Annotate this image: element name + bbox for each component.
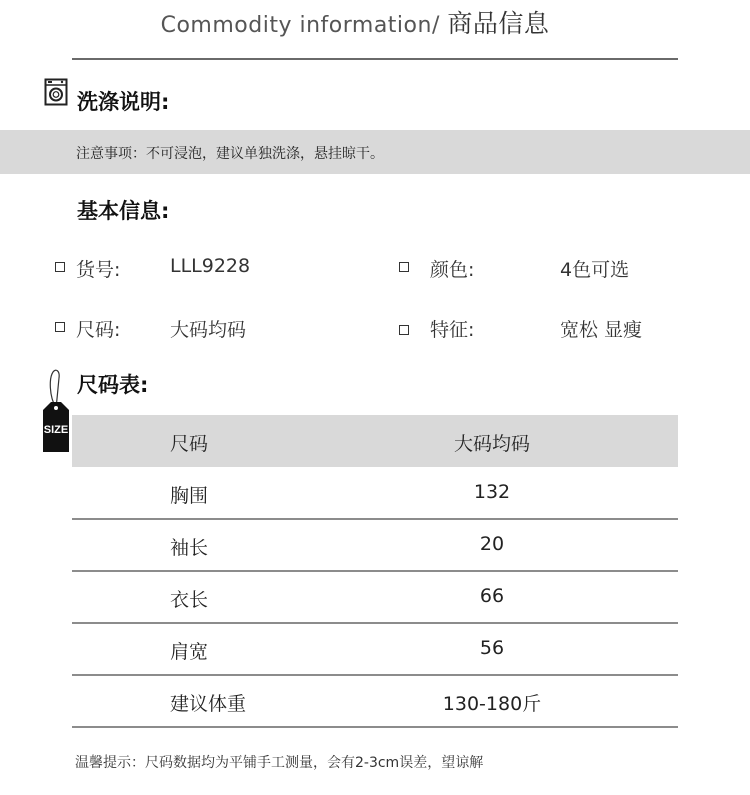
feature-value: 宽松 显瘦 [560, 319, 643, 341]
wash-section-title: 洗涤说明: [77, 90, 170, 114]
table-row-label: 胸围 [170, 485, 209, 507]
size-table-title: 尺码表: [77, 373, 149, 397]
info-bullet-icon [55, 322, 65, 332]
table-row-value: 20 [479, 533, 505, 555]
table-row-value: 132 [473, 481, 511, 503]
info-bullet-icon [55, 262, 65, 272]
table-row-label: 肩宽 [170, 641, 209, 663]
table-row-label: 衣长 [170, 589, 209, 611]
row-divider [72, 726, 678, 728]
table-row-value: 56 [479, 637, 505, 659]
table-row-value: 66 [479, 585, 505, 607]
basic-section-title: 基本信息: [77, 199, 170, 223]
size-label: 尺码: [76, 319, 121, 341]
size-tag-text: SIZE [43, 424, 69, 436]
washing-machine-icon [44, 78, 68, 106]
color-label: 颜色: [430, 259, 475, 281]
care-note: 注意事项：不可浸泡，建议单独洗涤，悬挂晾干。 [76, 146, 384, 162]
color-value: 4色可选 [560, 259, 630, 281]
row-divider [72, 674, 678, 676]
row-divider [72, 518, 678, 520]
row-divider [72, 570, 678, 572]
row-divider [72, 622, 678, 624]
page-title-cn: 商品信息 [447, 9, 550, 38]
size-table-header-label: 尺码 [170, 433, 209, 455]
measurement-note: 温馨提示：尺码数据均为平铺手工测量，会有2-3cm误差，望谅解 [75, 755, 484, 771]
info-bullet-icon [399, 262, 409, 272]
size-value: 大码均码 [170, 319, 247, 341]
item-number-label: 货号: [76, 259, 121, 281]
item-number-value: LLL9228 [170, 255, 251, 277]
table-row-value: 130-180斤 [442, 693, 542, 715]
page-title [0, 4, 710, 40]
size-tag-icon [40, 368, 72, 456]
header-divider [72, 58, 678, 60]
page-title-en: Commodity information/ [160, 13, 448, 38]
info-bullet-icon [399, 325, 409, 335]
table-row-label: 袖长 [170, 537, 209, 559]
table-row-label: 建议体重 [170, 693, 247, 715]
size-table-header-value: 大码均码 [453, 433, 530, 455]
feature-label: 特征: [430, 319, 475, 341]
